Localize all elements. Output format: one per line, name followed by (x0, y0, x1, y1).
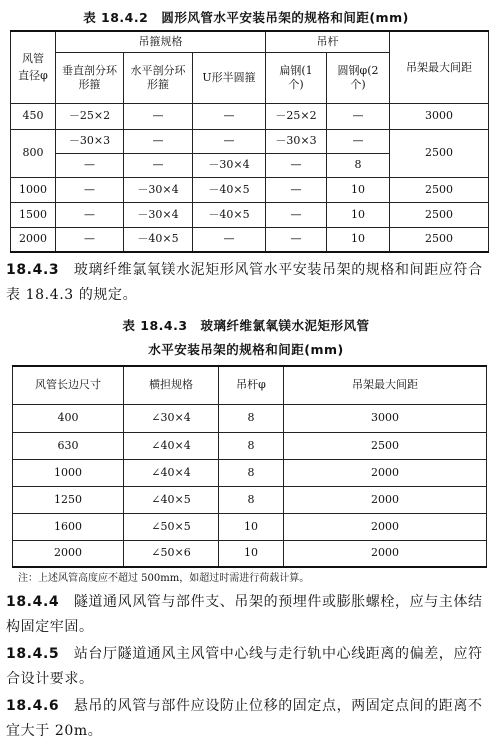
header-long-side: 风管长边尺寸 (13, 366, 124, 404)
cell-long-side: 2000 (13, 540, 124, 567)
cell-rod: 8 (219, 432, 284, 459)
clause-18-4-3 (6, 258, 488, 308)
clause-text: 悬吊的风管与部件应设防止位移的固定点，两固定点间的距离不宜大于 20m。 (6, 698, 483, 739)
header-rod-dia: 吊杆φ (219, 366, 284, 404)
cell-spacing: 2500 (284, 432, 487, 459)
cell-spacing: 2000 (284, 540, 487, 567)
cell-long-side: 630 (13, 432, 124, 459)
cell-diameter: 800 (11, 129, 56, 177)
cell-round: 8 (327, 153, 390, 177)
table-row (13, 432, 487, 459)
table-row (11, 177, 489, 202)
table1-title: 表 18.4.2 圆形风管水平安装吊架的规格和间距(mm) (83, 10, 409, 25)
cell-diameter: 1500 (11, 202, 56, 227)
table-row (13, 486, 487, 513)
cell-rod: 10 (219, 513, 284, 540)
clause-18-4-5 (6, 642, 488, 692)
clause-text: 隧道通风风管与部件支、吊架的预埋件或膨胀螺栓，应与主体结构固定牢固。 (6, 594, 483, 635)
cell-flat: — (266, 227, 327, 252)
cell-vertical: — (56, 227, 124, 252)
header-flat-steel: 扁钢(1个) (266, 52, 327, 103)
cell-vertical: — (56, 202, 124, 227)
cell-horizontal: －30×4 (124, 177, 193, 202)
table-note: 注：上述风管高度应不超过 500mm，如超过时需进行荷载计算。 (18, 573, 310, 584)
table-row (11, 103, 489, 129)
table2-title-line2: 水平安装吊架的规格和间距(mm) (148, 342, 344, 357)
clause-text: 玻璃纤维氯氧镁水泥矩形风管水平安装吊架的规格和间距应符合表 18.4.3 的规定。 (6, 262, 483, 303)
clause-number: 18.4.5 (6, 646, 60, 662)
cell-u: — (193, 227, 266, 252)
cell-horizontal: — (124, 153, 193, 177)
clause-text: 站台厅隧道通风主风管中心线与走行轨中心线距离的偏差，应符合设计要求。 (6, 646, 483, 687)
table-round-duct-hangers (10, 30, 489, 253)
header-u-semicircle: U形半圆箍 (193, 52, 266, 103)
cell-spacing: 3000 (390, 103, 489, 129)
table-row (11, 129, 489, 153)
table-rect-duct-hangers (12, 365, 487, 568)
table-row (13, 513, 487, 540)
table-row (13, 459, 487, 486)
header-horizontal-split: 水平剖分环形箍 (124, 52, 193, 103)
clause-number: 18.4.3 (6, 262, 60, 278)
cell-long-side: 400 (13, 404, 124, 432)
cell-round: 10 (327, 227, 390, 252)
cell-round: 10 (327, 177, 390, 202)
clause-number: 18.4.6 (6, 698, 60, 714)
table-row (11, 202, 489, 227)
cell-round: 10 (327, 202, 390, 227)
cell-spacing: 2500 (390, 177, 489, 202)
header-round-steel: 圆钢φ(2个) (327, 52, 390, 103)
cell-vertical: －30×3 (56, 129, 124, 153)
header-max-spacing: 吊架最大间距 (284, 366, 487, 404)
cell-crossarm: ∠40×4 (124, 459, 219, 486)
cell-u: －40×5 (193, 202, 266, 227)
header-vertical-split: 垂直剖分环形箍 (56, 52, 124, 103)
cell-crossarm: ∠30×4 (124, 404, 219, 432)
table2-title-line1: 表 18.4.3 玻璃纤维氯氧镁水泥矩形风管 (122, 318, 370, 333)
cell-spacing: 2000 (284, 513, 487, 540)
cell-rod: 8 (219, 486, 284, 513)
cell-horizontal: — (124, 103, 193, 129)
cell-vertical: — (56, 177, 124, 202)
cell-u: — (193, 103, 266, 129)
cell-vertical: — (56, 153, 124, 177)
cell-spacing: 3000 (284, 404, 487, 432)
clause-18-4-6 (6, 694, 488, 744)
table-row (11, 227, 489, 252)
cell-horizontal: — (124, 129, 193, 153)
cell-flat: — (266, 177, 327, 202)
cell-flat: －30×3 (266, 129, 327, 153)
cell-spacing: 2500 (390, 227, 489, 252)
clause-18-4-4 (6, 590, 488, 640)
cell-spacing: 2000 (284, 459, 487, 486)
cell-flat: — (266, 153, 327, 177)
cell-long-side: 1000 (13, 459, 124, 486)
cell-round: — (327, 129, 390, 153)
cell-rod: 10 (219, 540, 284, 567)
cell-diameter: 2000 (11, 227, 56, 252)
header-max-spacing: 吊架最大间距 (390, 31, 489, 103)
cell-flat: — (266, 202, 327, 227)
cell-spacing: 2000 (284, 486, 487, 513)
cell-round: — (327, 103, 390, 129)
cell-crossarm: ∠40×5 (124, 486, 219, 513)
cell-flat: －25×2 (266, 103, 327, 129)
cell-crossarm: ∠50×6 (124, 540, 219, 567)
clause-number: 18.4.4 (6, 594, 60, 610)
cell-diameter: 1000 (11, 177, 56, 202)
header-diameter: 风管直径φ (11, 31, 56, 103)
header-rod: 吊杆 (266, 31, 390, 52)
cell-rod: 8 (219, 404, 284, 432)
cell-long-side: 1250 (13, 486, 124, 513)
cell-u: －30×4 (193, 153, 266, 177)
cell-crossarm: ∠40×4 (124, 432, 219, 459)
cell-rod: 8 (219, 459, 284, 486)
cell-diameter: 450 (11, 103, 56, 129)
cell-long-side: 1600 (13, 513, 124, 540)
cell-spacing: 2500 (390, 129, 489, 177)
table-row (13, 540, 487, 567)
cell-u: －40×5 (193, 177, 266, 202)
header-hoop-spec: 吊箍规格 (56, 31, 266, 52)
header-crossarm: 横担规格 (124, 366, 219, 404)
cell-crossarm: ∠50×5 (124, 513, 219, 540)
table-row (13, 404, 487, 432)
cell-horizontal: －30×4 (124, 202, 193, 227)
cell-vertical: －25×2 (56, 103, 124, 129)
cell-spacing: 2500 (390, 202, 489, 227)
cell-horizontal: －40×5 (124, 227, 193, 252)
cell-u: — (193, 129, 266, 153)
